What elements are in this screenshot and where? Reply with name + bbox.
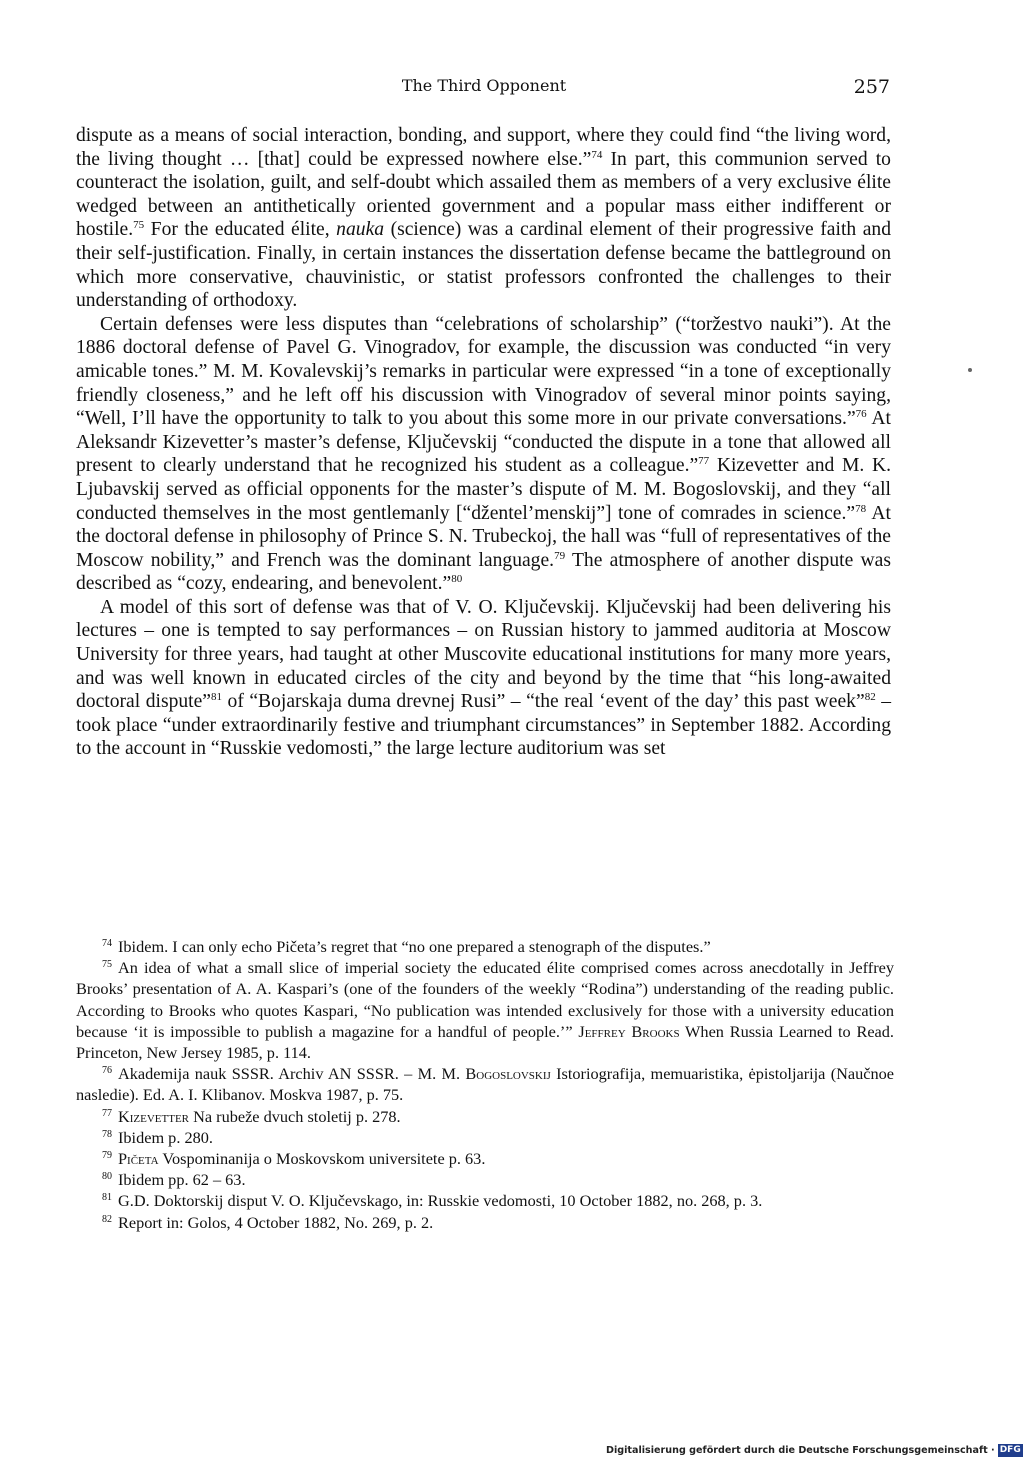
text-run: (science) was a cardinal element of their progressive faith and their self-justification. Finally, in certain instances the dissertation defense became the battleground on which more conservative, chauvinistic, or statist professors confronted the challenges to their understanding of orthodoxy. <box>76 219 891 312</box>
footnote-number: 80 <box>102 1171 112 1183</box>
scan-speck <box>968 368 972 372</box>
text-run: For the educated élite, <box>144 219 337 241</box>
text-run: Ibidem. I can only echo Pičeta’s regret that “no one prepared a stenograph of the disputes.” <box>118 937 711 956</box>
paragraph <box>76 596 891 761</box>
footnote <box>76 1148 894 1169</box>
text-run: At Aleksandr Kizevetter’s master’s defense, Ključevskij “conducted the dispute in a tone that allowed all present to clearly understand that he recognized his student as a colleague.” <box>76 408 891 477</box>
text-run: Na rubeže dvuch stoletij p. 278. <box>189 1106 401 1126</box>
paragraph <box>76 313 891 596</box>
text-run: Istoriografija, memuaristika, ėpistoljarija (Naučnoe nasledie). Ed. A. I. Klibanov. Moskva 1987, p. 75. <box>76 1064 895 1105</box>
footnote-ref: 81 <box>211 691 223 704</box>
running-head <box>78 76 890 100</box>
footnote-ref: 74 <box>591 148 603 161</box>
footnote-ref: 77 <box>698 455 710 468</box>
text-run: Certain defenses were less disputes than “celebrations of scholarship” (“toržestvo nauki”). At the 1886 doctoral defense of Pavel G. Vinogradov, for example, the discussion was conducted “in very amicable tones.” M. M. Kovalevskij’s remarks in particular were expressed “in a tone of exceptionally friendly closeness,” and he left off his discussion with Vinogradov of several minor points saying, “Well, I’ll have the opportunity to talk to you about this some more in our private conversations.” <box>76 313 891 430</box>
page-number: 257 <box>853 76 890 98</box>
author-name: Bogoslovskij <box>465 1064 551 1084</box>
footnote-ref: 75 <box>133 219 145 232</box>
text-run: Kizevetter and M. K. Ljubavskij served as official opponents for the master’s dispute of M. M. Bogoslovskij, and they “all conducted themselves in the most gentlemanly [“džentel’menskij”] tone of comrades in science.” <box>76 455 892 524</box>
text-run: When Russia Learned to Read. Princeton, New Jersey 1985, p. 114. <box>76 1021 894 1063</box>
footnote-ref: 79 <box>554 549 566 562</box>
banner-text: Digitalisierung gefördert durch die Deutsche Forschungsgemeinschaft · <box>606 1444 995 1456</box>
text-run: In part, this communion served to counteract the isolation, guilt, and self-doubt which assailed them as members of a very exclusive élite wedged between an antithetically oriented government and a popular mass either indifferent or hostile. <box>76 148 891 241</box>
text-run: Report in: Golos, 4 October 1882, No. 269, p. 2. <box>118 1212 434 1232</box>
footnote <box>76 1169 894 1190</box>
running-title: The Third Opponent <box>401 76 567 95</box>
text-run: Ibidem p. 280. <box>118 1127 213 1147</box>
footnote-number: 75 <box>102 959 112 971</box>
text-run: At the doctoral defense in philosophy of Prince S. N. Trubeckoj, the hall was “full of representatives of the Moscow nobility,” and French was the dominant language. <box>76 502 891 571</box>
author-name: Jeffrey Brooks <box>578 1021 680 1041</box>
text-run: A model of this sort of defense was that of V. O. Ključevskij. Ključevskij had been delivering his lectures – one is tempted to say performances – on Russian history to jammed auditoria at Moscow University for three years, had taught at other Muscovite educational institutions for many more years, and was well known in educated circles of the city and beyond by the time that “his long-awaited doctoral dispute” <box>76 596 891 713</box>
footnote <box>76 1190 894 1211</box>
footnote-ref: 82 <box>864 691 876 704</box>
footnote-number: 74 <box>102 938 112 949</box>
text-run: dispute as a means of social interaction, bonding, and support, where they could find “the living word, the living thought … [that] could be expressed nowhere else.” <box>76 125 891 170</box>
text-run: G.D. Doktorskij disput V. O. Ključevskago, in: Russkie vedomosti, 10 October 1882, no. 268, p. 3. <box>118 1191 763 1211</box>
text-run: – took place “under extraordinarily festive and triumphant circumstances” in September 1882. According to the account in “Russkie vedomosti,” the large lecture auditorium was set <box>76 691 891 760</box>
footnote-number: 81 <box>102 1192 112 1204</box>
italic-term: nauka <box>336 219 385 241</box>
author-name: Kizevetter <box>118 1106 190 1126</box>
footnote-ref: 80 <box>451 573 463 586</box>
footnote-number: 78 <box>102 1128 112 1140</box>
footnote <box>76 936 894 957</box>
footnote <box>76 1106 894 1127</box>
body-text <box>76 124 891 761</box>
dfg-logo-icon: DFG <box>999 1444 1021 1455</box>
footnote-number: 79 <box>102 1150 112 1162</box>
footnote <box>76 957 894 1063</box>
footnote <box>76 1063 894 1105</box>
text-run: Akademija nauk SSSR. Archiv AN SSSR. – M. M. <box>118 1064 466 1084</box>
author-name: Pičeta <box>118 1149 159 1169</box>
footnote-ref: 76 <box>855 408 867 421</box>
footnote-number: 77 <box>102 1107 112 1119</box>
text-run: Ibidem pp. 62 – 63. <box>118 1170 246 1190</box>
text-run: of “Bojarskaja duma drevnej Rusi” – “the real ‘event of the day’ this past week” <box>222 691 865 713</box>
text-run: The atmosphere of another dispute was described as “cozy, endearing, and benevolent.” <box>76 549 891 595</box>
footnote <box>76 1212 894 1233</box>
footnote-ref: 78 <box>855 502 867 515</box>
paragraph <box>76 124 891 313</box>
footnote-number: 82 <box>102 1213 112 1225</box>
footnotes <box>76 936 894 1233</box>
digitization-banner <box>606 1443 1023 1457</box>
text-run: An idea of what a small slice of imperial society the educated élite comprised comes across anecdotally in Jeffrey Brooks’ presentation of A. A. Kaspari’s (one of the founders of the weekly “Rodina”) understanding of the reading public. According to Brooks who quotes Kaspari, “No publication was intended exclusively for those with a university education because ‘it is impossible to publish a magazine for a handful of people.’” <box>76 958 894 1041</box>
text-run: Vospominanija o Moskovskom universitete p. 63. <box>158 1149 486 1169</box>
footnote-number: 76 <box>102 1065 112 1077</box>
footnote <box>76 1127 894 1148</box>
